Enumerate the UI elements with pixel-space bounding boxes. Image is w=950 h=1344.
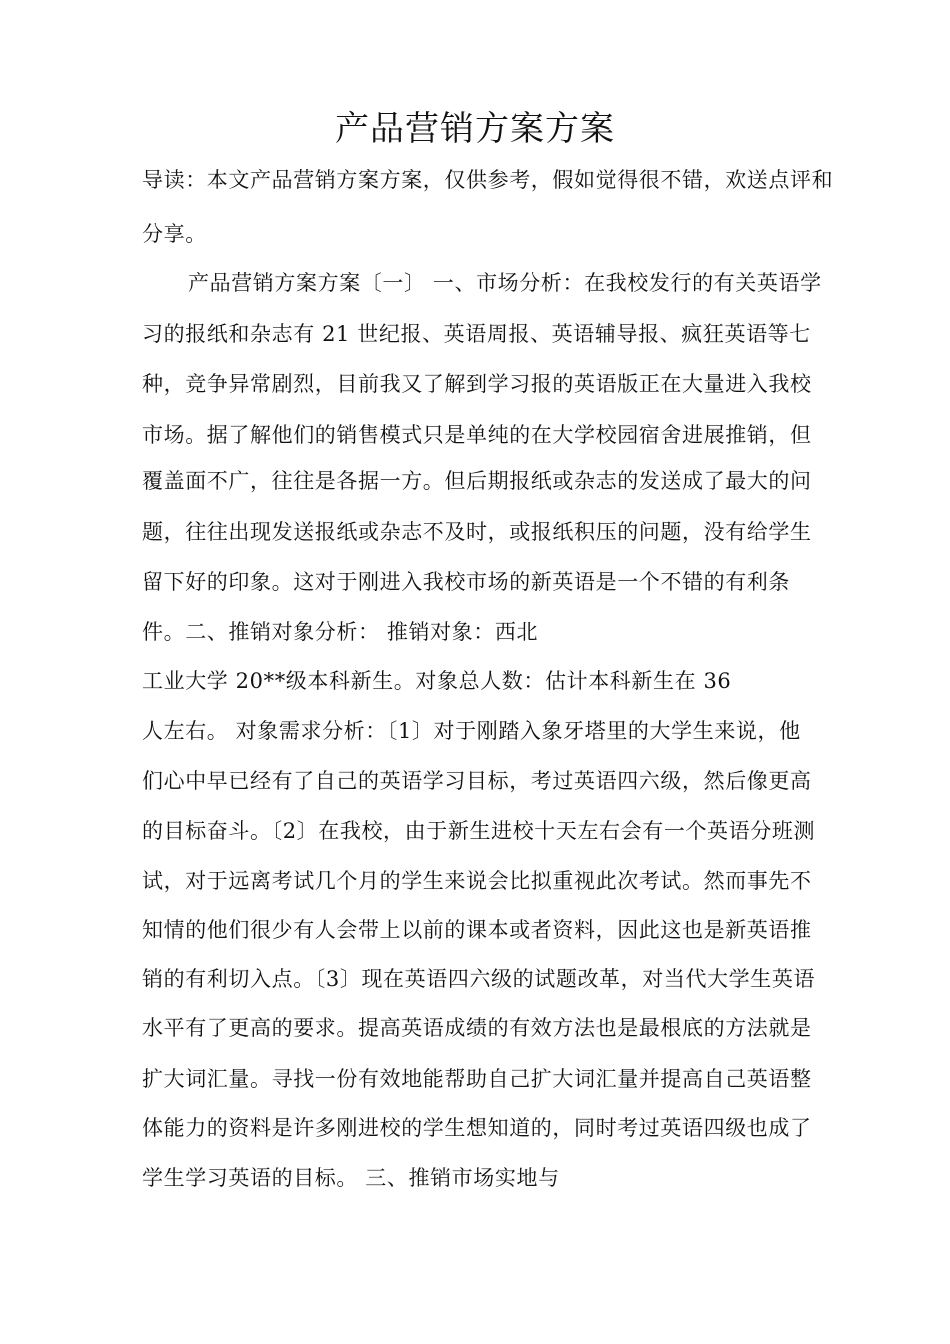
text-line: 种，竞争异常剧烈，目前我又了解到学习报的英语版正在大量进入我校 xyxy=(142,372,812,396)
text-line: 人左右。 对象需求分析：〔1〕对于刚踏入象牙塔里的大学生来说，他 xyxy=(142,719,801,743)
text-line: 覆盖面不广，往往是各据一方。但后期报纸或杂志的发送成了最大的问 xyxy=(142,469,812,493)
text-line: 件。二、推销对象分析： 推销对象：西北 xyxy=(142,620,539,644)
text-line: 知情的他们很少有人会带上以前的课本或者资料，因此这也是新英语推 xyxy=(142,918,812,942)
text-line: 市场。据了解他们的销售模式只是单纯的在大学校园宿舍进展推销，但 xyxy=(142,423,812,447)
text-line: 分享。 xyxy=(142,222,207,246)
text-line: 题，往往出现发送报纸或杂志不及时，或报纸积压的问题，没有给学生 xyxy=(142,520,812,544)
text-line: 扩大词汇量。寻找一份有效地能帮助自己扩大词汇量并提高自己英语整 xyxy=(142,1067,812,1091)
text-line: 导读：本文产品营销方案方案，仅供参考，假如觉得很不错，欢送点评和 xyxy=(142,168,834,192)
text-line: 工业大学 20**级本科新生。对象总人数：估计本科新生在 36 xyxy=(142,669,732,693)
paragraph-first-line: 产品营销方案方案〔一〕 一、市场分析：在我校发行的有关英语学 xyxy=(188,271,822,295)
text-line: 的目标奋斗。〔2〕在我校，由于新生进校十天左右会有一个英语分班测 xyxy=(142,819,816,843)
text-line: 体能力的资料是许多刚进校的学生想知道的，同时考过英语四级也成了 xyxy=(142,1116,812,1140)
text-line: 销的有利切入点。〔3〕现在英语四六级的试题改革，对当代大学生英语 xyxy=(142,967,816,991)
text-line: 学生学习英语的目标。 三、推销市场实地与 xyxy=(142,1166,560,1190)
text-line: 试，对于远离考试几个月的学生来说会比拟重视此次考试。然而事先不 xyxy=(142,869,812,893)
document-title: 产品营销方案方案 xyxy=(335,109,615,149)
text-line: 留下好的印象。这对于刚进入我校市场的新英语是一个不错的有利条 xyxy=(142,570,790,594)
text-line: 水平有了更高的要求。提高英语成绩的有效方法也是最根底的方法就是 xyxy=(142,1016,812,1040)
text-line: 习的报纸和杂志有 21 世纪报、英语周报、英语辅导报、疯狂英语等七 xyxy=(142,322,811,346)
text-line: 们心中早已经有了自己的英语学习目标，考过英语四六级，然后像更高 xyxy=(142,769,812,793)
